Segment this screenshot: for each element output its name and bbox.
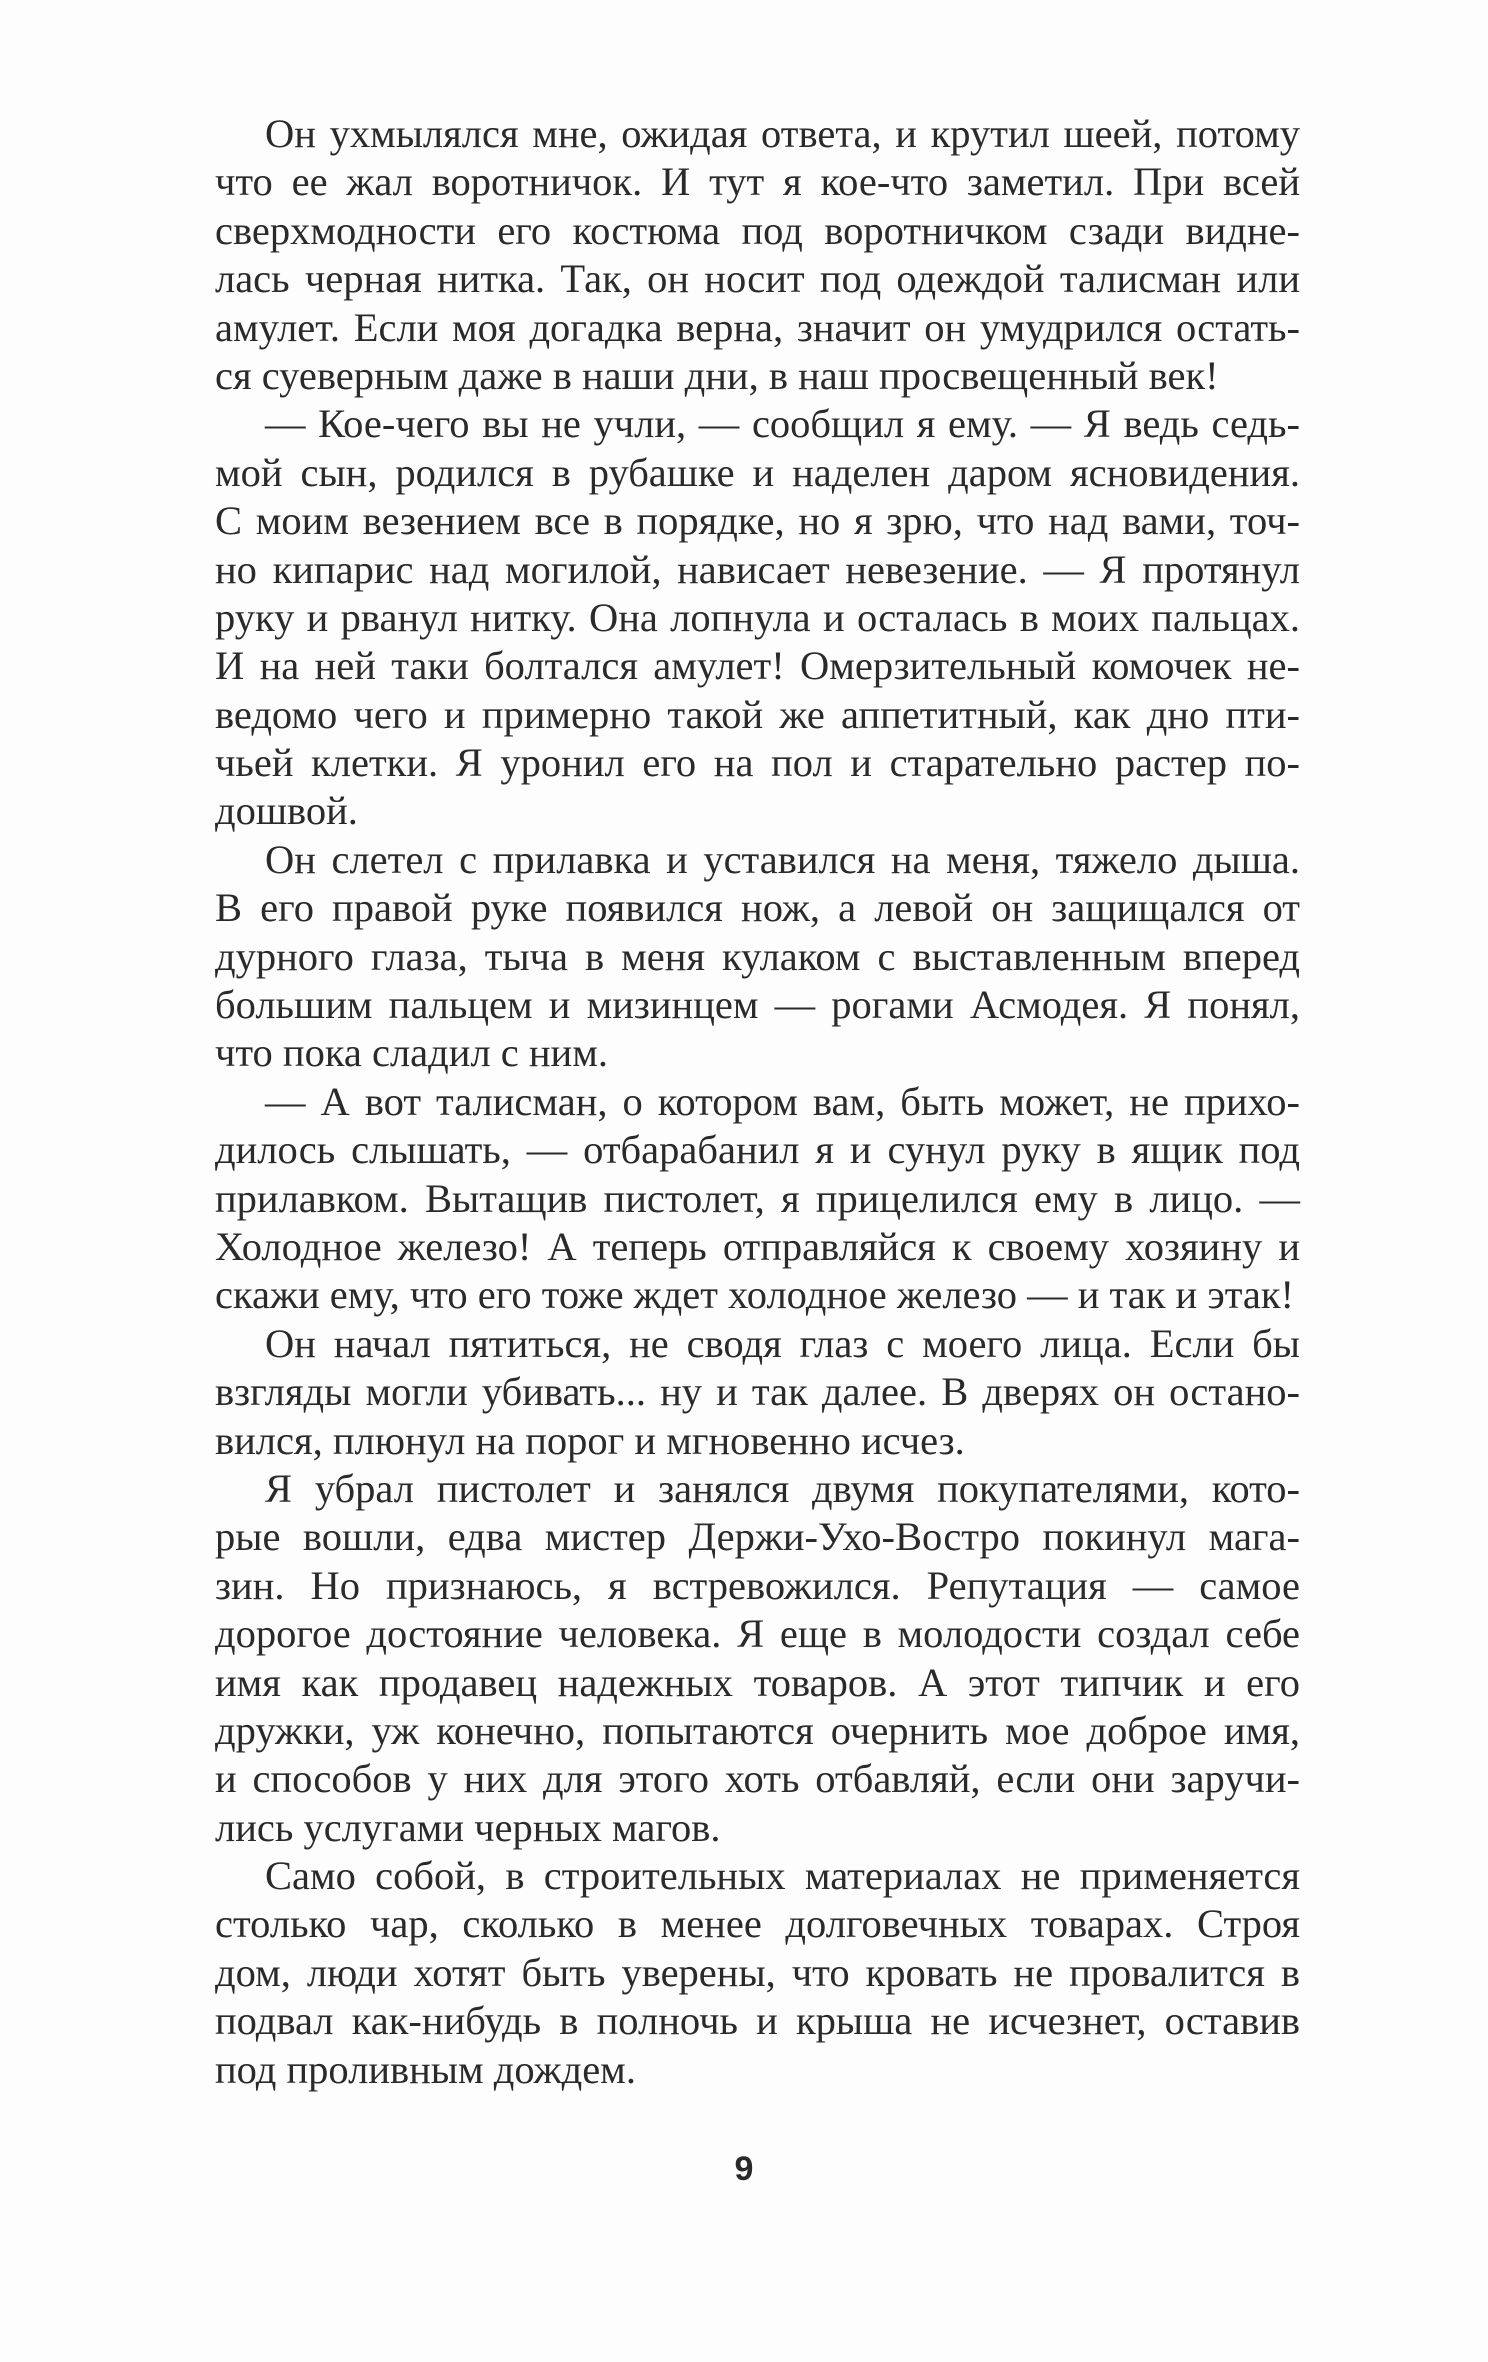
text-line: дом, люди хотят быть уверены, что кровать не провалится в: [215, 1949, 1300, 1995]
text-line: что ее жал воротничок. И тут я кое-что заметил. При всей: [215, 159, 1300, 205]
text-line: взгляды могли убивать... ну и так далее. В дверях он остано-: [215, 1369, 1300, 1415]
text-line: вился, плюнул на порог и мгновенно исчез.: [215, 1417, 965, 1463]
text-line: Он слетел с прилавка и уставился на меня, тяжело дыша.: [265, 836, 1300, 882]
paragraph: [215, 1320, 1300, 1465]
text-line: Я убрал пистолет и занялся двумя покупателями, кото-: [265, 1465, 1300, 1511]
text-line: В его правой руке появился нож, а левой он защищался от: [215, 885, 1300, 931]
paragraph: [215, 110, 1300, 400]
paragraph: [215, 1852, 1300, 2094]
text-line: прилавком. Вытащив пистолет, я прицелился ему в лицо. —: [215, 1175, 1300, 1221]
text-line: Само собой, в строительных материалах не применяется: [265, 1853, 1300, 1899]
text-line: что пока сладил с ним.: [215, 1030, 608, 1076]
paragraph: [215, 836, 1300, 1078]
text-line: дошвой.: [215, 788, 358, 834]
text-line: имя как продавец надежных товаров. А этот типчик и его: [215, 1659, 1300, 1705]
text-line: рые вошли, едва мистер Держи-Ухо-Востро покинул мага-: [215, 1514, 1300, 1560]
text-line: лась черная нитка. Так, он носит под одеждой талисман или: [215, 256, 1300, 302]
text-line: скажи ему, что его тоже ждет холодное железо — и так и этак!: [215, 1272, 1295, 1318]
text-line: большим пальцем и мизинцем — рогами Асмодея. Я понял,: [215, 982, 1300, 1028]
text-line: дорогое достояние человека. Я еще в молодости создал себе: [215, 1611, 1300, 1657]
text-line: — Кое-чего вы не учли, — сообщил я ему. — Я ведь седь-: [265, 401, 1300, 447]
text-line: мой сын, родился в рубашке и наделен даром ясновидения.: [215, 449, 1300, 495]
body-text: [215, 110, 1300, 2094]
text-line: под проливным дождем.: [215, 2046, 636, 2092]
text-line: С моим везением все в порядке, но я зрю, что над вами, точ-: [215, 498, 1300, 544]
text-line: сверхмодности его костюма под воротничком сзади видне-: [215, 207, 1300, 253]
text-line: амулет. Если моя догадка верна, значит он умудрился остать-: [215, 304, 1300, 350]
text-line: ведомо чего и примерно такой же аппетитный, как дно пти-: [215, 691, 1300, 737]
text-line: дилось слышать, — отбарабанил я и сунул руку в ящик под: [215, 1127, 1300, 1173]
text-line: и способов у них для этого хоть отбавляй, если они заручи-: [215, 1756, 1300, 1802]
text-line: чьей клетки. Я уронил его на пол и старательно растер по-: [215, 740, 1300, 786]
page-number: 9: [734, 2150, 754, 2188]
text-line: дружки, уж конечно, попытаются очернить мое доброе имя,: [215, 1707, 1300, 1753]
text-line: зин. Но признаюсь, я встревожился. Репутация — самое: [215, 1562, 1300, 1608]
text-line: И на ней таки болтался амулет! Омерзительный комочек не-: [215, 643, 1300, 689]
paragraph: [215, 1078, 1300, 1320]
text-line: лись услугами черных магов.: [215, 1804, 721, 1850]
text-line: Холодное железо! А теперь отправляйся к своему хозяину и: [215, 1223, 1300, 1269]
text-line: подвал как-нибудь в полночь и крыша не исчезнет, оставив: [215, 1998, 1300, 2044]
text-line: ся суеверным даже в наши дни, в наш просвещенный век!: [215, 352, 1219, 398]
text-line: Он начал пятиться, не сводя глаз с моего лица. Если бы: [265, 1320, 1300, 1366]
text-line: столько чар, сколько в менее долговечных товарах. Строя: [215, 1901, 1300, 1947]
text-line: руку и рванул нитку. Она лопнула и осталась в моих пальцах.: [215, 594, 1300, 640]
text-line: но кипарис над могилой, нависает невезение. — Я протянул: [215, 546, 1300, 592]
text-line: — А вот талисман, о котором вам, быть может, не прихо-: [265, 1078, 1300, 1124]
text-line: Он ухмылялся мне, ожидая ответа, и крутил шеей, потому: [265, 111, 1300, 156]
paragraph: [215, 1465, 1300, 1852]
paragraph: [215, 400, 1300, 836]
text-line: дурного глаза, тыча в меня кулаком с выставленным вперед: [215, 933, 1300, 979]
